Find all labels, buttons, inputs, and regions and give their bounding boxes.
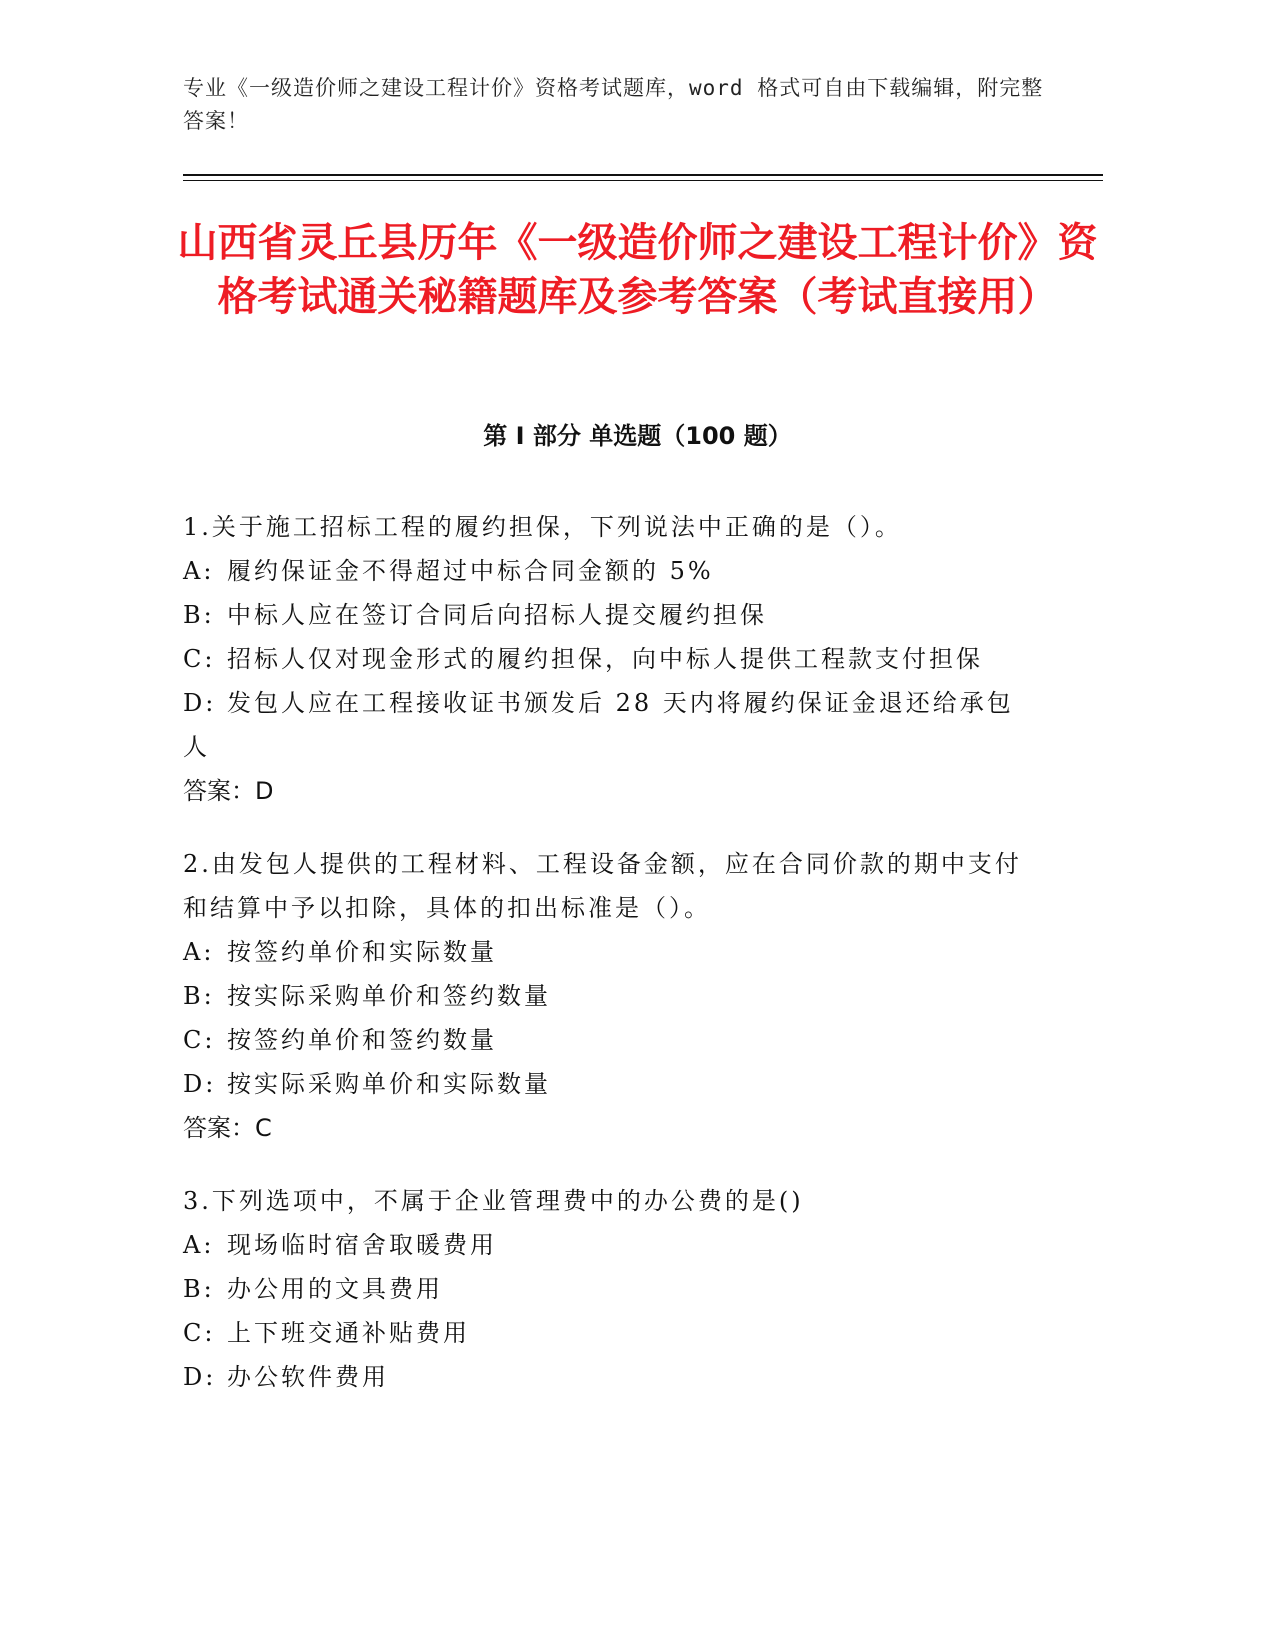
option-text: 中标人应在签订合同后向招标人提交履约担保: [227, 601, 767, 629]
header-divider-thin: [183, 180, 1103, 181]
option-key: A:: [183, 557, 215, 585]
option-key: D:: [183, 1070, 217, 1098]
option-c: [183, 637, 1023, 681]
option-text: 办公软件费用: [227, 1363, 389, 1391]
option-text: 发包人应在工程接收证书颁发后 28 天内将履约保证金退还给承包人: [183, 689, 1014, 761]
option-a: [183, 549, 1023, 593]
answer-line: 答案：D: [183, 777, 274, 805]
option-key: D:: [183, 689, 217, 717]
option-key: B:: [183, 601, 215, 629]
option-key: C:: [183, 645, 216, 673]
header-note: 专业《一级造价师之建设工程计价》资格考试题库，word 格式可自由下载编辑，附完整答案！: [183, 76, 1044, 133]
option-text: 上下班交通补贴费用: [227, 1319, 470, 1347]
option-key: C:: [183, 1026, 216, 1054]
question-stem: 3.下列选项中，不属于企业管理费中的办公费的是(): [183, 1187, 804, 1215]
option-b: [183, 593, 1023, 637]
option-d: [183, 1355, 1023, 1399]
option-text: 办公用的文具费用: [227, 1275, 443, 1303]
option-key: D:: [183, 1363, 217, 1391]
option-text: 招标人仅对现金形式的履约担保，向中标人提供工程款支付担保: [227, 645, 983, 673]
option-d: [183, 681, 1023, 769]
question-stem: 1.关于施工招标工程的履约担保，下列说法中正确的是（）。: [183, 513, 902, 541]
question-3: [183, 1179, 1023, 1399]
option-c: [183, 1311, 1023, 1355]
option-b: [183, 1267, 1023, 1311]
header-divider-thick: [183, 174, 1103, 176]
section-title: 第 I 部分 单选题（100 题）: [483, 422, 792, 450]
option-text: 现场临时宿舍取暖费用: [227, 1231, 497, 1259]
option-text: 履约保证金不得超过中标合同金额的 5%: [227, 557, 714, 585]
question-list: [183, 505, 1023, 1428]
option-b: [183, 974, 1023, 1018]
option-c: [183, 1018, 1023, 1062]
option-key: A:: [183, 1231, 215, 1259]
option-key: A:: [183, 938, 215, 966]
option-key: C:: [183, 1319, 216, 1347]
option-a: [183, 930, 1023, 974]
document-title: 山西省灵丘县历年《一级造价师之建设工程计价》资格考试通关秘籍题库及参考答案（考试直接用）: [177, 220, 1098, 320]
answer-line: 答案：C: [183, 1114, 272, 1142]
option-key: B:: [183, 1275, 215, 1303]
option-d: [183, 1062, 1023, 1106]
option-key: B:: [183, 982, 215, 1010]
option-text: 按实际采购单价和签约数量: [227, 982, 551, 1010]
option-text: 按签约单价和实际数量: [227, 938, 497, 966]
option-a: [183, 1223, 1023, 1267]
question-2: [183, 842, 1023, 1150]
question-stem: 2.由发包人提供的工程材料、工程设备金额，应在合同价款的期中支付和结算中予以扣除，具体的扣出标准是（）。: [183, 850, 1022, 922]
question-1: [183, 505, 1023, 813]
option-text: 按实际采购单价和实际数量: [227, 1070, 551, 1098]
option-text: 按签约单价和签约数量: [227, 1026, 497, 1054]
